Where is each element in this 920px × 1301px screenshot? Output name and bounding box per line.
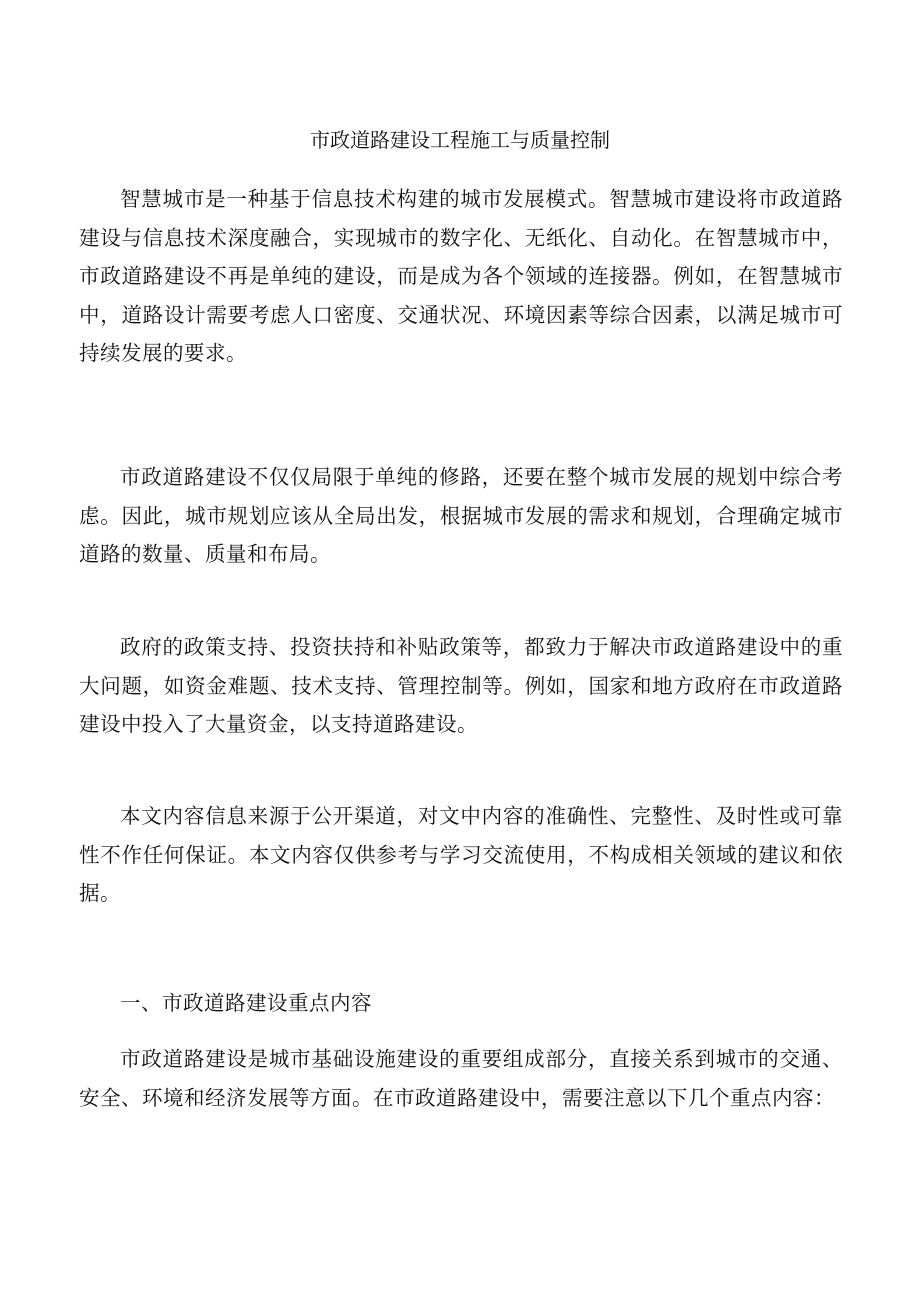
section-heading: 一、市政道路建设重点内容 xyxy=(120,991,372,1015)
paragraph-disclaimer: 本文内容信息来源于公开渠道，对文中内容的准确性、完整性、及时性或可靠性不作任何保证。本文内容仅供参考与学习交流使用，不构成相关领域的建议和依据。 xyxy=(79,804,843,906)
paragraph-government-policy: 政府的政策支持、投资扶持和补贴政策等，都致力于解决市政道路建设中的重大问题，如资金难题、技术支持、管理控制等。例如，国家和地方政府在市政道路建设中投入了大量资金，以支持道路建设。 xyxy=(79,635,843,737)
paragraph-road-planning: 市政道路建设不仅仅局限于单纯的修路，还要在整个城市发展的规划中综合考虑。因此，城市规划应该从全局出发，根据城市发展的需求和规划，合理确定城市道路的数量、质量和布局。 xyxy=(79,465,843,567)
paragraph-key-content: 市政道路建设是城市基础设施建设的重要组成部分，直接关系到城市的交通、安全、环境和经济发展等方面。在市政道路建设中，需要注意以下几个重点内容： xyxy=(79,1047,843,1110)
document-title: 市政道路建设工程施工与质量控制 xyxy=(310,128,610,152)
paragraph-smart-city: 智慧城市是一种基于信息技术构建的城市发展模式。智慧城市建设将市政道路建设与信息技术深度融合，实现城市的数字化、无纸化、自动化。在智慧城市中，市政道路建设不再是单纯的建设，而是成为各个领域的连接器。例如，在智慧城市中，道路设计需要考虑人口密度、交通状况、环境因素等综合因素，以满足城市可持续发展的要求。 xyxy=(79,187,843,366)
